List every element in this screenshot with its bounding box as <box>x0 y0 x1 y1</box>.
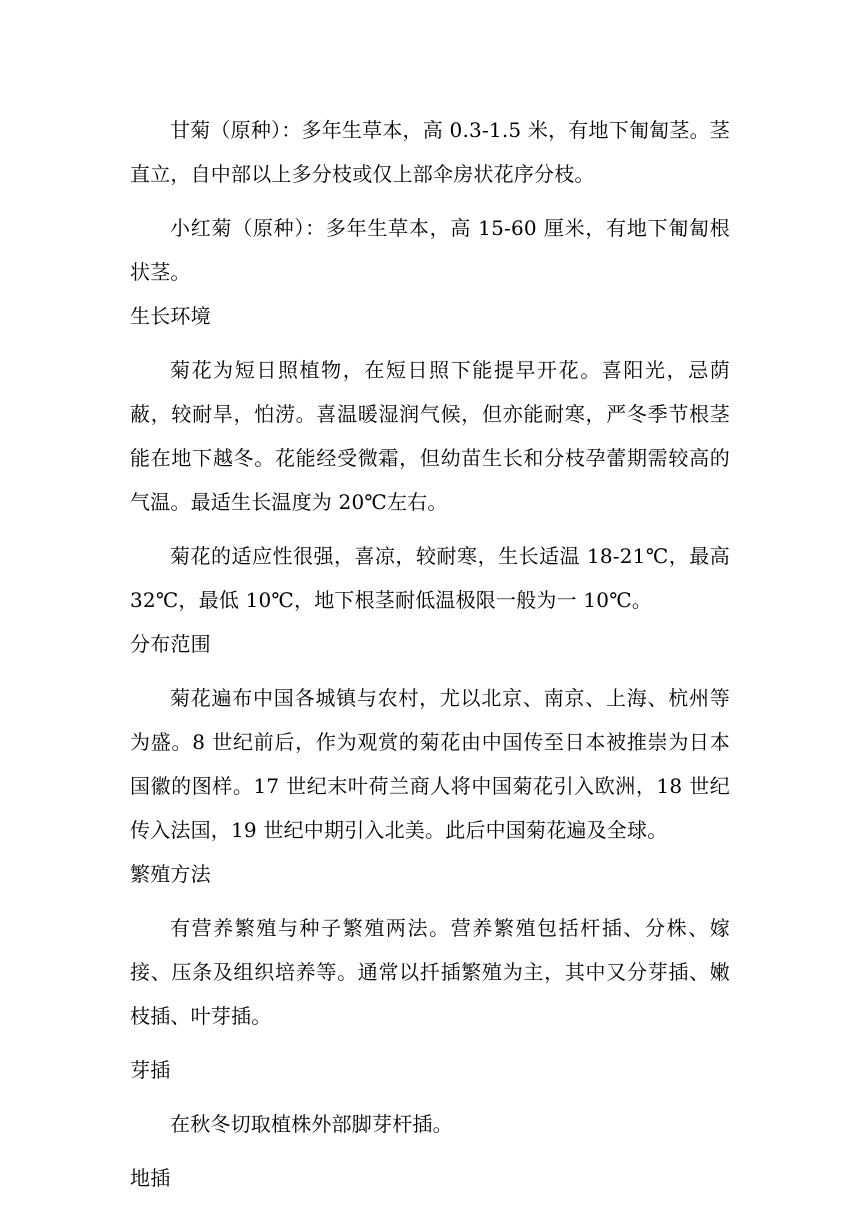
paragraph-ganju: 甘菊（原种）：多年生草本，高 0.3-1.5 米，有地下匍匐茎。茎直立，自中部以上多分枝或仅上部伞房状花序分枝。 <box>130 118 730 186</box>
paragraph-bud-cutting: 在秋冬切取植株外部脚芽杆插。 <box>170 1112 453 1136</box>
heading-propagation: 繁殖方法 <box>130 862 211 886</box>
heading-bud-cutting: 芽插 <box>130 1058 171 1082</box>
paragraph-distribution: 菊花遍布中国各城镇与农村，尤以北京、南京、上海、杭州等为盛。8 世纪前后，作为观赏的菊花由中国传至日本被推崇为日本国徽的图样。17 世纪末叶荷兰商人将中国菊花引入欧洲，18 世纪传入法国，19 世纪中期引入北美。此后中国菊花遍及全球。 <box>130 686 730 842</box>
paragraph-growth-1: 菊花为短日照植物，在短日照下能提早开花。喜阳光，忌荫蔽，较耐旱，怕涝。喜温暖湿润气候，但亦能耐寒，严冬季节根茎能在地下越冬。花能经受微霜，但幼苗生长和分枝孕蕾期需较高的气温。最适生长温度为 20℃左右。 <box>130 358 730 514</box>
heading-growth-environment: 生长环境 <box>130 304 211 328</box>
paragraph-xiaohongju: 小红菊（原种）：多年生草本，高 15-60 厘米，有地下匍匐根状茎。 <box>130 216 730 284</box>
document-body <box>130 108 730 1200</box>
paragraph-propagation: 有营养繁殖与种子繁殖两法。营养繁殖包括杆插、分株、嫁接、压条及组织培养等。通常以扦插繁殖为主，其中又分芽插、嫩枝插、叶芽插。 <box>130 916 730 1028</box>
heading-ground-cutting: 地插 <box>130 1166 171 1190</box>
heading-distribution: 分布范围 <box>130 632 211 656</box>
paragraph-growth-2: 菊花的适应性很强，喜凉，较耐寒，生长适温 18-21℃，最高 32℃，最低 10℃，地下根茎耐低温极限一般为一 10℃。 <box>130 544 730 612</box>
